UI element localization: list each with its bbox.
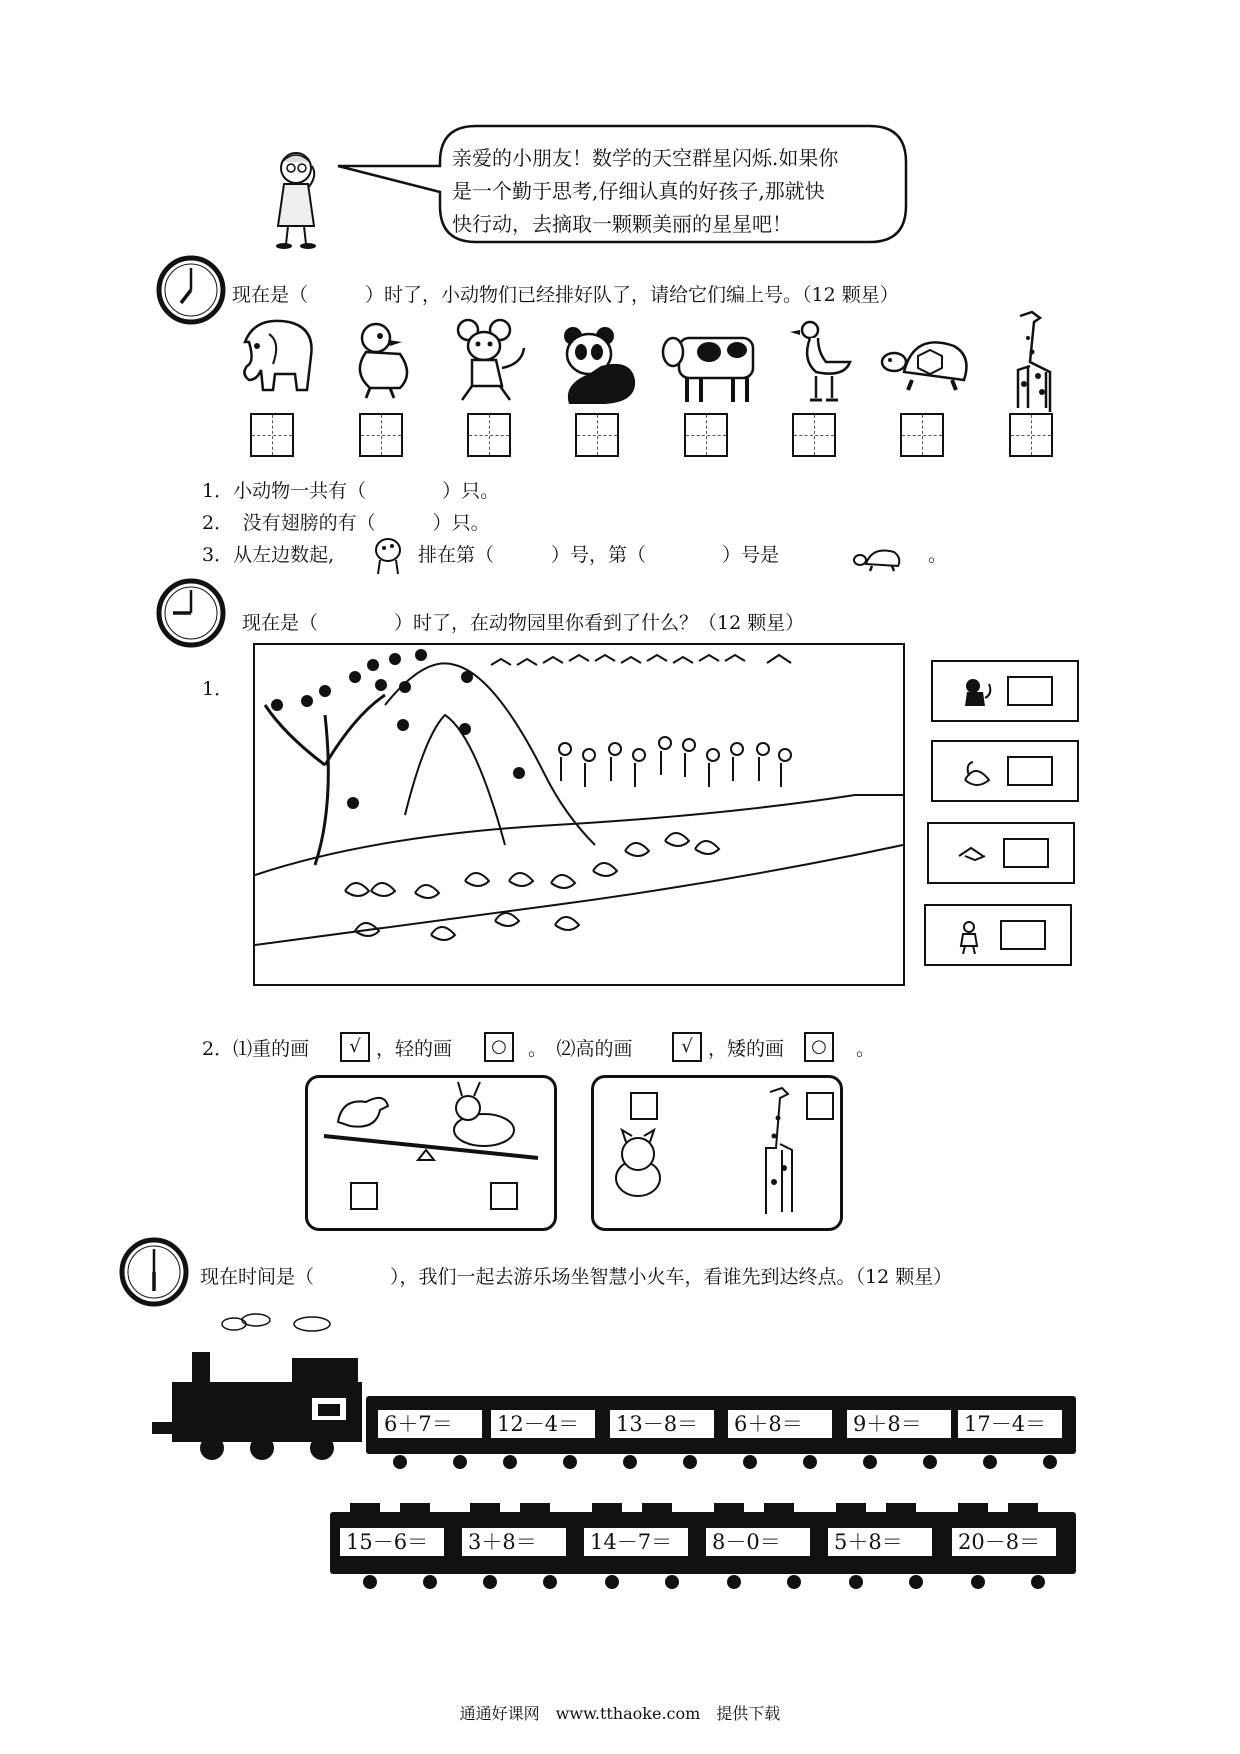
check-symbol: √	[672, 1032, 702, 1062]
animal-number-box-8[interactable]	[1009, 413, 1053, 457]
count-card-swan	[931, 740, 1079, 802]
question-2-1-label: 1．	[202, 678, 234, 700]
giraffe-height-box[interactable]	[806, 1092, 834, 1120]
duck-weight-box[interactable]	[350, 1182, 378, 1210]
question-2-2-short-text: ，矮的画	[708, 1038, 785, 1060]
rabbit-weight-box[interactable]	[490, 1182, 518, 1210]
train-roof-row-2	[330, 1498, 1076, 1512]
question-1-1: 1．小动物一共有（ ）只。	[202, 480, 500, 502]
count-card-bird	[927, 822, 1075, 884]
clock-icon	[156, 578, 226, 648]
turtle-icon	[878, 322, 974, 414]
question-1-3-middle: 排在第（ ）号，第（ ）号是	[418, 544, 780, 566]
section2-heading: 现在是（ ）时了，在动物园里你看到了什么？（12 颗星）	[242, 612, 805, 634]
swan-count-box[interactable]	[1007, 756, 1053, 786]
equation-5[interactable]: 9＋8＝	[845, 1408, 953, 1440]
question-2-2-end: 。	[856, 1038, 876, 1060]
height-panel	[591, 1075, 843, 1231]
intro-line: 亲爱的小朋友！数学的天空群星闪烁.如果你	[452, 146, 839, 170]
circle-symbol: ○	[484, 1032, 514, 1062]
equation-11[interactable]: 5＋8＝	[826, 1526, 934, 1558]
child-count-box[interactable]	[1000, 920, 1046, 950]
animal-number-box-7[interactable]	[900, 413, 944, 457]
equation-2[interactable]: 12－4＝	[489, 1408, 597, 1440]
question-2-2-label: 2．⑴重的画	[202, 1038, 310, 1060]
question-1-3-start: 3．从左边数起,	[202, 544, 335, 566]
animal-number-box-5[interactable]	[684, 413, 728, 457]
mouse-icon	[444, 312, 534, 404]
children-group	[559, 737, 791, 787]
equation-4[interactable]: 6＋8＝	[726, 1408, 834, 1440]
locomotive-icon	[152, 1312, 366, 1462]
equation-10[interactable]: 8－0＝	[704, 1526, 812, 1558]
train-wheels-row-2	[330, 1574, 1076, 1590]
equation-9[interactable]: 14－7＝	[582, 1526, 690, 1558]
giraffe-icon	[1000, 308, 1060, 412]
bird-icon	[955, 838, 989, 872]
animal-number-box-2[interactable]	[359, 413, 403, 457]
seesaw-panel	[305, 1075, 557, 1231]
section1-heading: 现在是（ ）时了，小动物们已经排好队了，请给它们编上号。（12 颗星）	[232, 284, 899, 306]
old-man-teacher-icon	[262, 146, 332, 250]
duck-icon	[336, 312, 426, 404]
animal-number-box-6[interactable]	[792, 413, 836, 457]
equation-12[interactable]: 20－8＝	[950, 1526, 1058, 1558]
swan-icon	[959, 756, 993, 790]
intro-line: 是一个勤于思考,仔细认真的好孩子,那就快	[452, 179, 825, 203]
footer-text: 通通好课网 www.tthaoke.com 提供下载	[459, 1704, 781, 1723]
intro-line: 快行动，去摘取一颗颗美丽的星星吧！	[452, 212, 792, 236]
monkey-count-box[interactable]	[1007, 676, 1053, 706]
question-2-2-light-text: ，轻的画	[376, 1038, 453, 1060]
turtle-small-icon	[852, 544, 904, 572]
equation-6[interactable]: 17－4＝	[956, 1408, 1064, 1440]
animal-number-box-1[interactable]	[250, 413, 294, 457]
equation-8[interactable]: 3＋8＝	[460, 1526, 568, 1558]
clock-icon	[156, 255, 226, 325]
animal-number-box-4[interactable]	[575, 413, 619, 457]
panda-icon	[551, 318, 641, 410]
equation-7[interactable]: 15－6＝	[338, 1526, 446, 1558]
check-symbol: √	[340, 1032, 370, 1062]
equation-3[interactable]: 13－8＝	[608, 1408, 716, 1440]
cat-height-box[interactable]	[630, 1092, 658, 1120]
circle-symbol: ○	[804, 1032, 834, 1062]
question-1-2: 2． 没有翅膀的有（ ）只。	[202, 512, 490, 534]
question-1-3-end: 。	[928, 544, 948, 566]
child-icon	[952, 920, 986, 954]
zoo-scene-image	[253, 643, 905, 986]
birds-group	[491, 655, 791, 665]
question-2-2-tall-text: 。 ⑵高的画	[528, 1038, 633, 1060]
giraffe-small-icon	[372, 534, 404, 576]
cow-icon	[661, 316, 765, 408]
train-wheels-row-1	[380, 1454, 1076, 1470]
swans-group	[345, 833, 719, 940]
count-card-child	[924, 904, 1072, 966]
monkey-icon	[959, 676, 993, 710]
elephant-icon	[227, 312, 317, 404]
animal-number-box-3[interactable]	[467, 413, 511, 457]
section3-heading: 现在时间是（ ），我们一起去游乐场坐智慧小火车，看谁先到达终点。（12 颗星）	[200, 1266, 953, 1288]
goose-icon	[780, 318, 870, 410]
intro-text	[452, 142, 892, 241]
equation-1[interactable]: 6＋7＝	[376, 1408, 484, 1440]
bird-count-box[interactable]	[1003, 838, 1049, 868]
count-card-monkey	[931, 660, 1079, 722]
clock-icon	[119, 1237, 189, 1307]
